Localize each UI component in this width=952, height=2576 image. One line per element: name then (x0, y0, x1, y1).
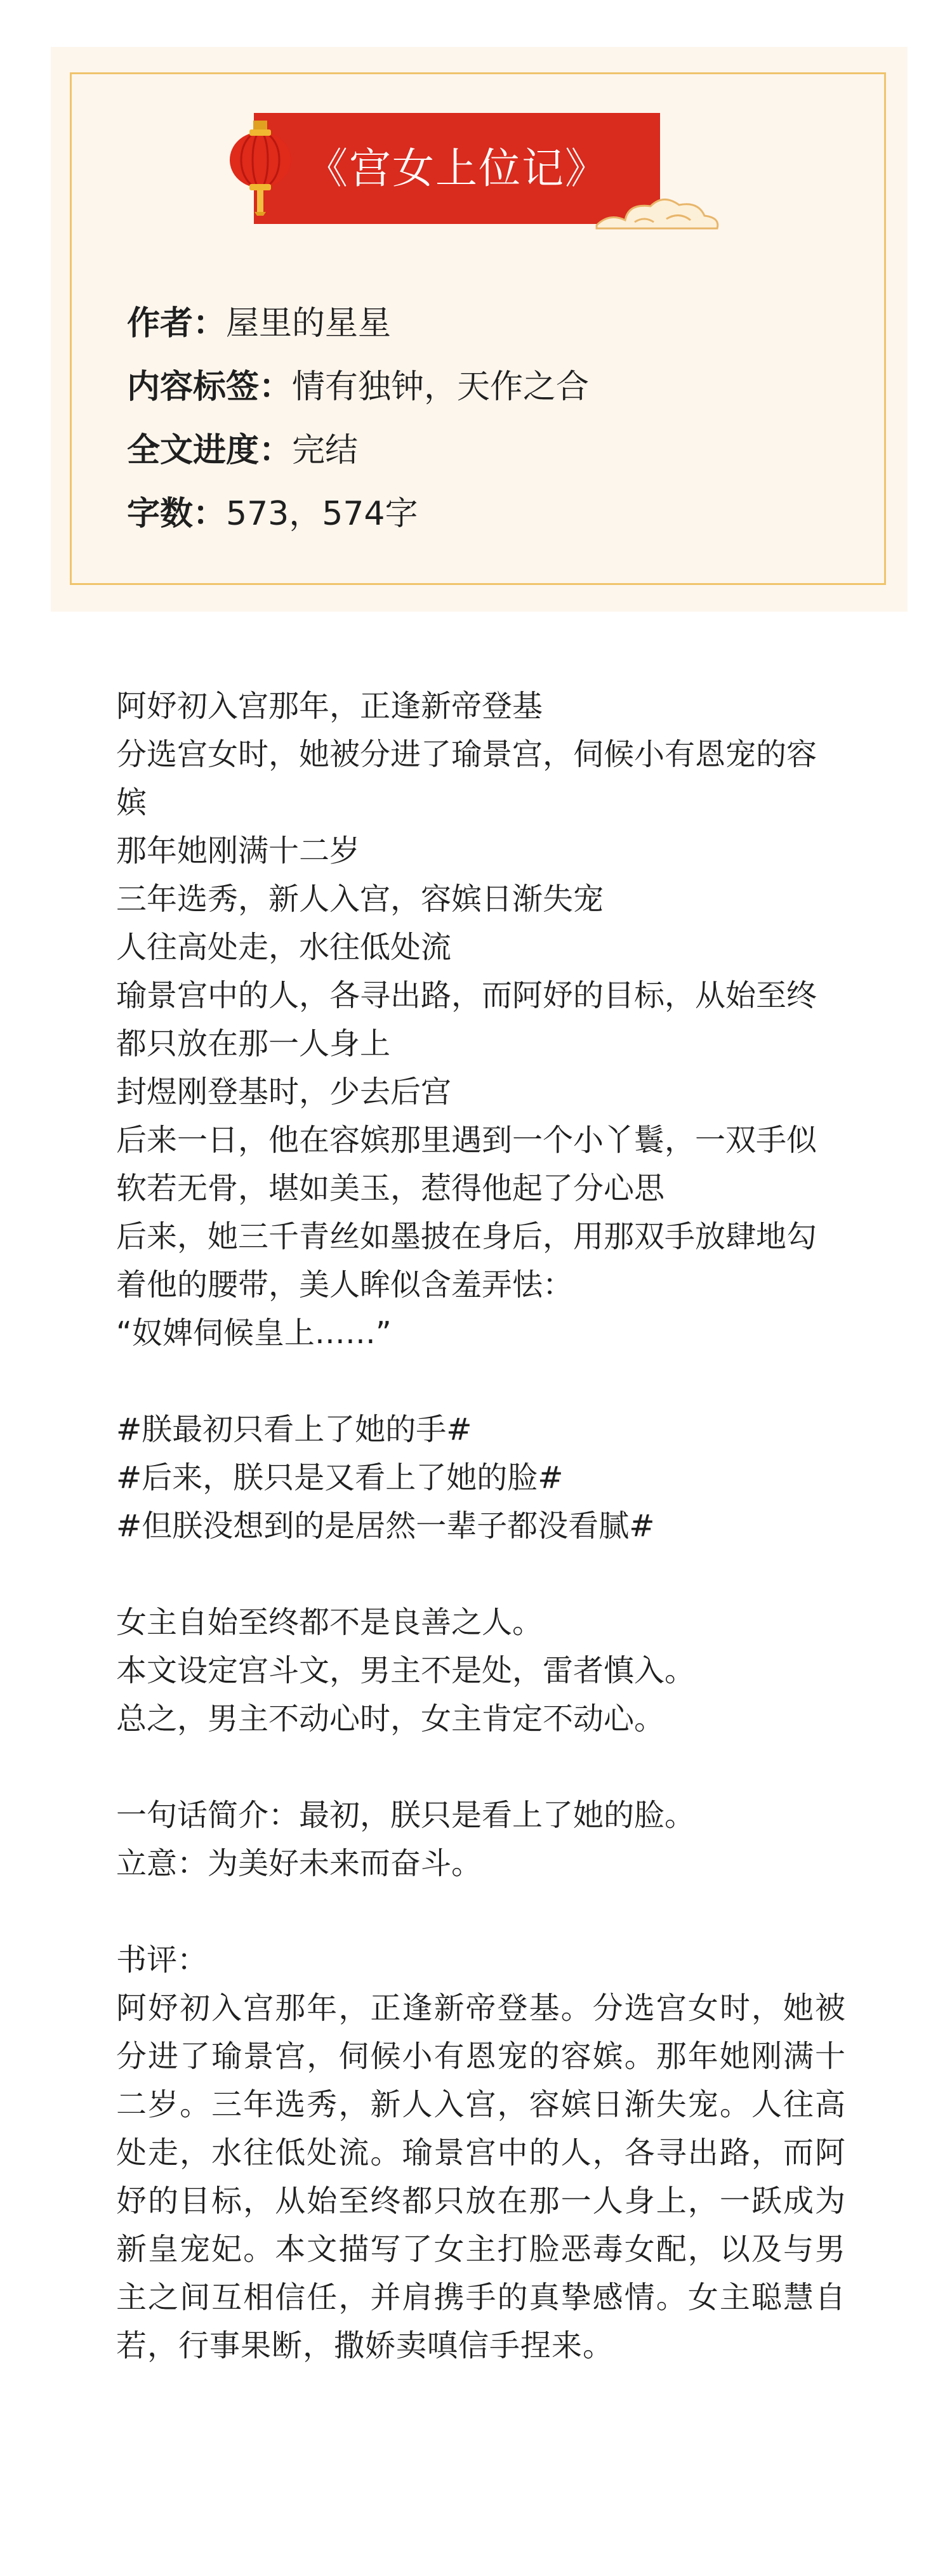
author-name: 屋里的星星 (226, 305, 392, 343)
book-title: 《宫女上位记》 (254, 113, 660, 224)
tags-label: 内容标签： (127, 368, 293, 406)
synopsis-line: “奴婢伺候皇上……” (116, 1315, 392, 1351)
review-label: 书评： (116, 1942, 208, 1978)
hashtag-line: #但朕没想到的是居然一辈子都没看腻# (116, 1508, 655, 1544)
hashtag-line: #后来，朕只是又看上了她的脸# (116, 1460, 564, 1495)
book-description (116, 682, 846, 2370)
author-row (127, 301, 391, 346)
note-line: 本文设定宫斗文，男主不是处，雷者慎入。 (116, 1653, 696, 1688)
synopsis-line: 三年选秀，新人入宫，容嫔日渐失宠 (116, 881, 604, 917)
author-label: 作者： (127, 305, 227, 343)
synopsis-line: 后来一日，他在容嫔那里遇到一个小丫鬟，一双手似软若无骨，堪如美玉，惹得他起了分心思 (116, 1122, 817, 1206)
synopsis-line: 瑜景宫中的人，各寻出路，而阿妤的目标，从始至终都只放在那一人身上 (116, 978, 817, 1061)
synopsis-line: 封煜刚登基时，少去后宫 (116, 1074, 452, 1110)
word-count-row (127, 492, 418, 536)
lantern-icon (225, 121, 295, 216)
progress-value: 完结 (292, 431, 359, 470)
note-line: 总之，男主不动心时，女主肯定不动心。 (116, 1701, 665, 1737)
synopsis-line: 人往高处走，水往低处流 (116, 930, 452, 965)
word-count-value: 573，574字 (226, 495, 418, 533)
word-count-label: 字数： (127, 495, 227, 533)
one-line-summary: 一句话简介：最初，朕只是看上了她的脸。 (116, 1797, 696, 1833)
progress-row (127, 428, 358, 473)
tags-row (127, 365, 589, 409)
tags-value: 情有独钟，天作之合 (292, 368, 590, 406)
synopsis-line: 阿妤初入宫那年，正逢新帝登基 (116, 688, 543, 724)
hashtag-line: #朕最初只看上了她的手# (116, 1412, 472, 1447)
synopsis-line: 后来，她三千青丝如墨披在身后，用那双手放肆地勾着他的腰带，美人眸似含羞弄怯： (116, 1219, 817, 1303)
review-text: 阿妤初入宫那年，正逢新帝登基。分选宫女时，她被分进了瑜景宫，伺候小有恩宠的容嫔。那年她刚满十二岁。三年选秀，新人入宫，容嫔日渐失宠。人往高处走，水往低处流。瑜景宫中的人，各寻出路，而阿妤的目标，从始至终都只放在那一人身上，一跃成为新皇宠妃。本文描写了女主打脸恶毒女配，以及与男主之间互相信任，并肩携手的真挚感情。女主聪慧自若，行事果断，撒娇卖嗔信手捏来。 (116, 1990, 846, 2363)
synopsis-line: 分选宫女时，她被分进了瑜景宫，伺候小有恩宠的容嫔 (116, 737, 817, 820)
cloud-icon (590, 187, 724, 238)
synopsis-line: 那年她刚满十二岁 (116, 833, 360, 869)
theme-line: 立意：为美好未来而奋斗。 (116, 1846, 482, 1881)
progress-label: 全文进度： (127, 431, 293, 470)
note-line: 女主自始至终都不是良善之人。 (116, 1605, 543, 1640)
